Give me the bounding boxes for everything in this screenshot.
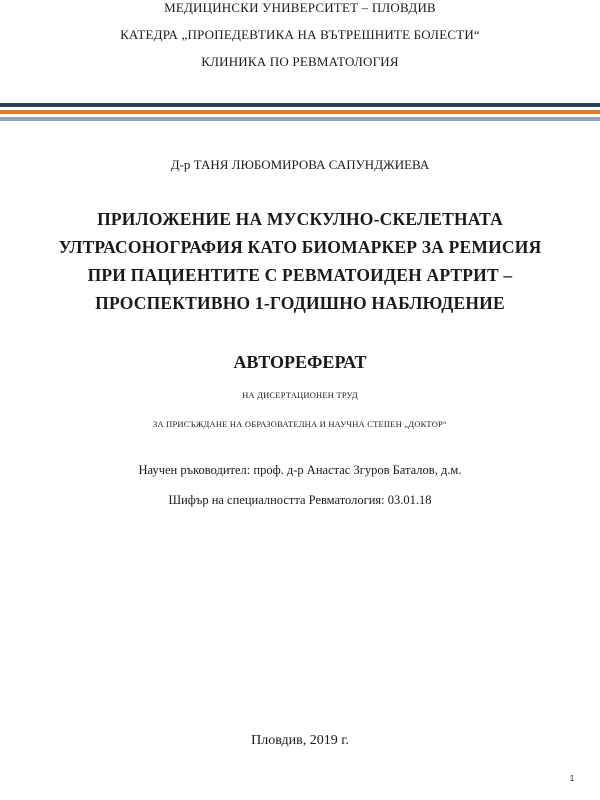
subtitle-dissertation: НА ДИСЕРТАЦИОНЕН ТРУД (242, 390, 358, 400)
place-and-year: Пловдив, 2019 г. (251, 733, 349, 748)
supervisor-info: Научен ръководител: проф. д-р Анастас Згуров Баталов, д.м. (138, 463, 462, 477)
divider-stripe-dark (0, 103, 600, 107)
title-line: ПРОСПЕКТИВНО 1-ГОДИШНО НАБЛЮДЕНИЕ (95, 293, 505, 313)
department-name: КАТЕДРА „ПРОПЕДЕВТИКА НА ВЪТРЕШНИТЕ БОЛЕСТИ“ (120, 27, 480, 42)
header-divider (0, 103, 600, 124)
specialty-code: Шифър на специалността Ревматология: 03.01.18 (168, 493, 432, 507)
title-line: ПРИ ПАЦИЕНТИТЕ С РЕВМАТОИДЕН АРТРИТ – (87, 265, 513, 285)
author-name: Д-р ТАНЯ ЛЮБОМИРОВА САПУНДЖИЕВА (170, 157, 430, 172)
page-number: 1 (569, 774, 575, 783)
document-type: АВТОРЕФЕРАТ (233, 352, 367, 372)
divider-stripe-light (0, 117, 600, 121)
title-line: УЛТРАСОНОГРАФИЯ КАТО БИОМАРКЕР ЗА РЕМИСИЯ (58, 237, 542, 257)
title-line: ПРИЛОЖЕНИЕ НА МУСКУЛНО-СКЕЛЕТНАТА (97, 209, 503, 229)
divider-stripe-orange (0, 110, 600, 114)
university-name: МЕДИЦИНСКИ УНИВЕРСИТЕТ – ПЛОВДИВ (164, 0, 436, 15)
thesis-title (40, 205, 560, 317)
subtitle-degree: ЗА ПРИСЪЖДАНЕ НА ОБРАЗОВАТЕЛНА И НАУЧНА СТЕПЕН „ДОКТОР“ (153, 419, 447, 429)
clinic-name: КЛИНИКА ПО РЕВМАТОЛОГИЯ (201, 54, 399, 69)
